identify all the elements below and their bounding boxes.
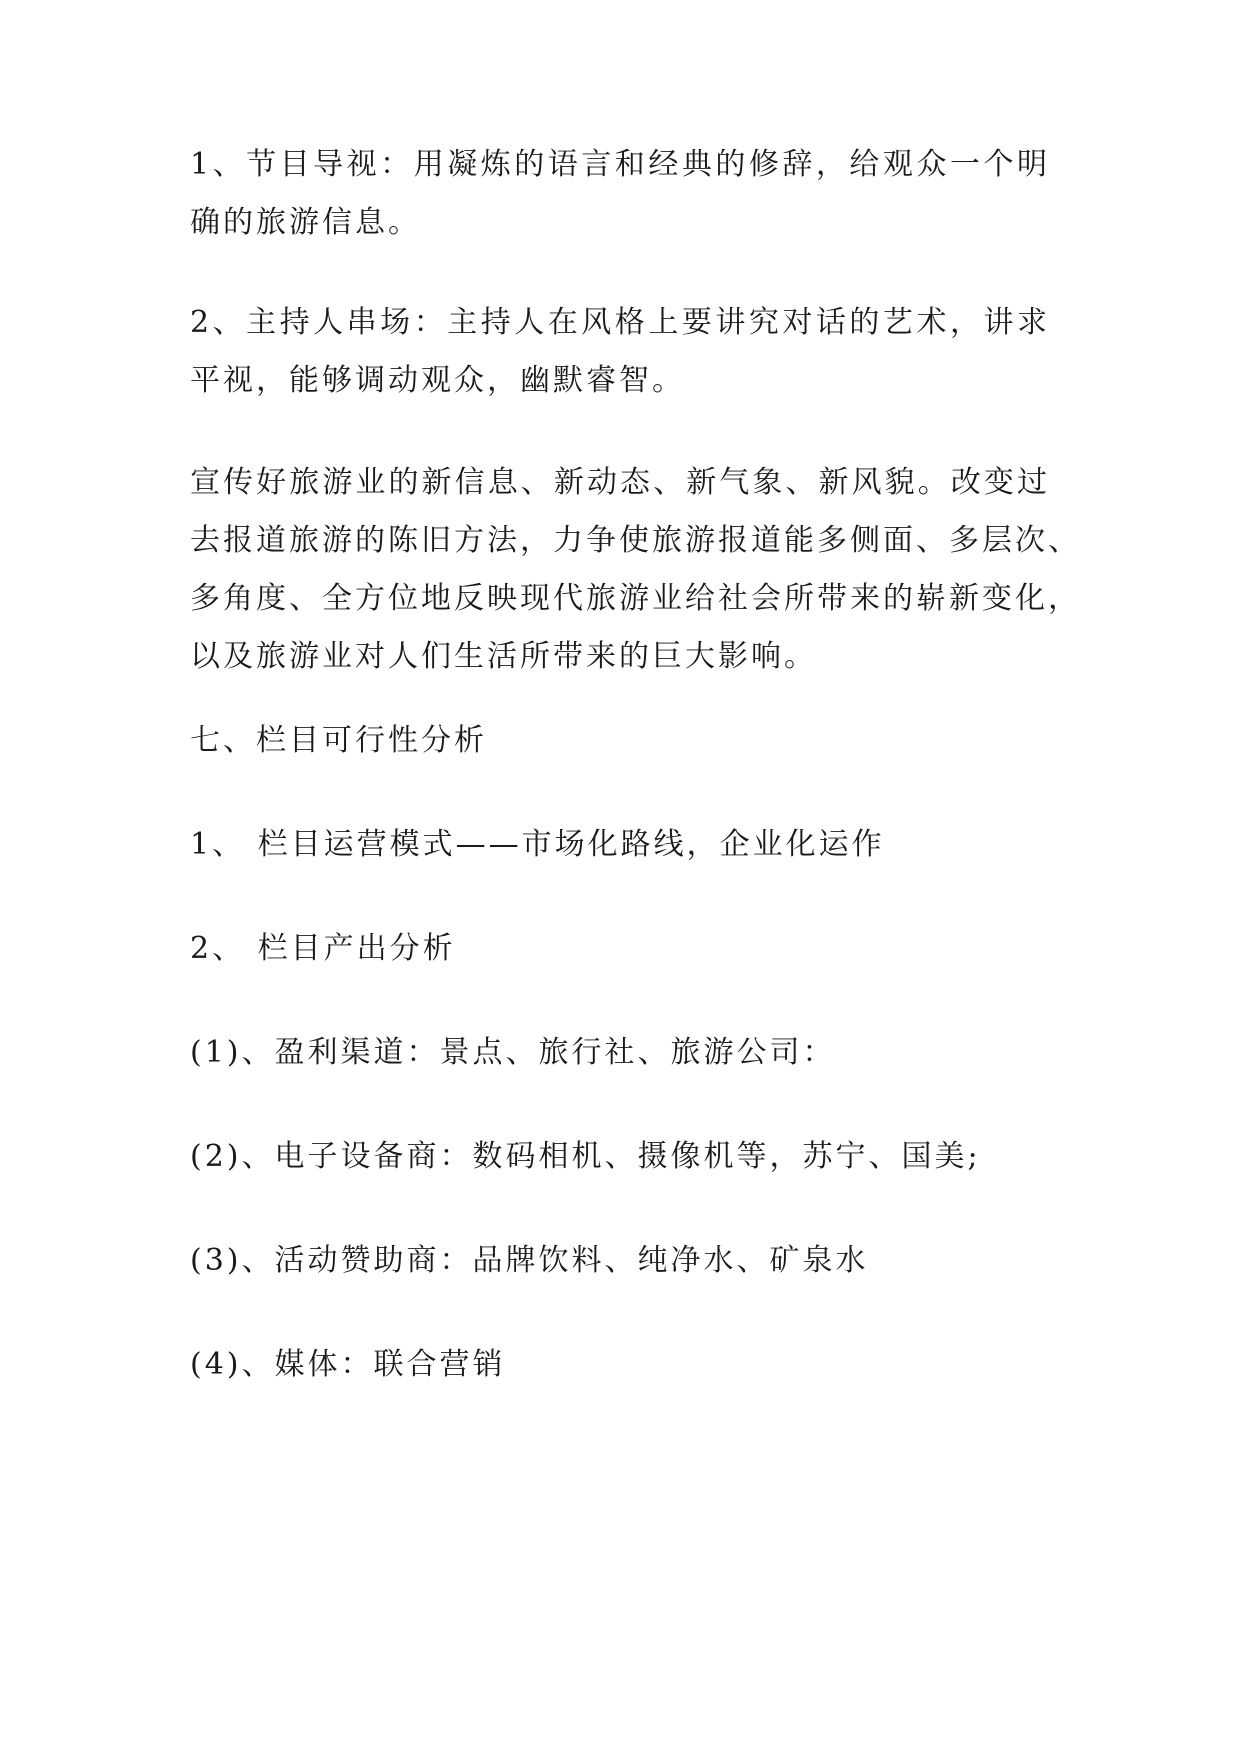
- text-line: 1、节目导视：用凝炼的语言和经典的修辞，给观众一个明: [190, 147, 1050, 182]
- text-line: 以及旅游业对人们生活所带来的巨大影响。: [190, 639, 817, 674]
- text-line: 多角度、全方位地反映现代旅游业给社会所带来的崭新变化，: [190, 581, 1081, 616]
- paragraph-host-segment: [190, 294, 1050, 410]
- text-line: 1、 栏目运营模式——市场化路线，企业化运作: [190, 827, 885, 862]
- text-line: (1)、盈利渠道：景点、旅行社、旅游公司：: [190, 1035, 836, 1070]
- item-output-analysis: [190, 920, 1050, 978]
- section-heading-feasibility: [190, 712, 1050, 770]
- item-profit-channels: [190, 1024, 1050, 1082]
- item-electronics-vendors: [190, 1128, 1050, 1186]
- text-line: 宣传好旅游业的新信息、新动态、新气象、新风貌。改变过: [190, 465, 1050, 500]
- paragraph-promotion: [190, 454, 1081, 686]
- paragraph-program-guide: [190, 136, 1050, 252]
- text-line: (3)、活动赞助商：品牌饮料、纯净水、矿泉水: [190, 1243, 869, 1278]
- text-line: 七、栏目可行性分析: [190, 723, 487, 758]
- text-line: (4)、媒体：联合营销: [190, 1347, 506, 1382]
- item-operation-model: [190, 816, 1050, 874]
- text-line: 2、 栏目产出分析: [190, 931, 456, 966]
- item-media: [190, 1336, 1050, 1394]
- item-event-sponsors: [190, 1232, 1050, 1290]
- text-line: 2、主持人串场：主持人在风格上要讲究对话的艺术，讲求: [190, 305, 1050, 340]
- text-line: (2)、电子设备商：数码相机、摄像机等，苏宁、国美;: [190, 1139, 981, 1174]
- text-line: 去报道旅游的陈旧方法，力争使旅游报道能多侧面、多层次、: [190, 523, 1081, 558]
- text-line: 平视，能够调动观众，幽默睿智。: [190, 363, 685, 398]
- text-line: 确的旅游信息。: [190, 205, 421, 240]
